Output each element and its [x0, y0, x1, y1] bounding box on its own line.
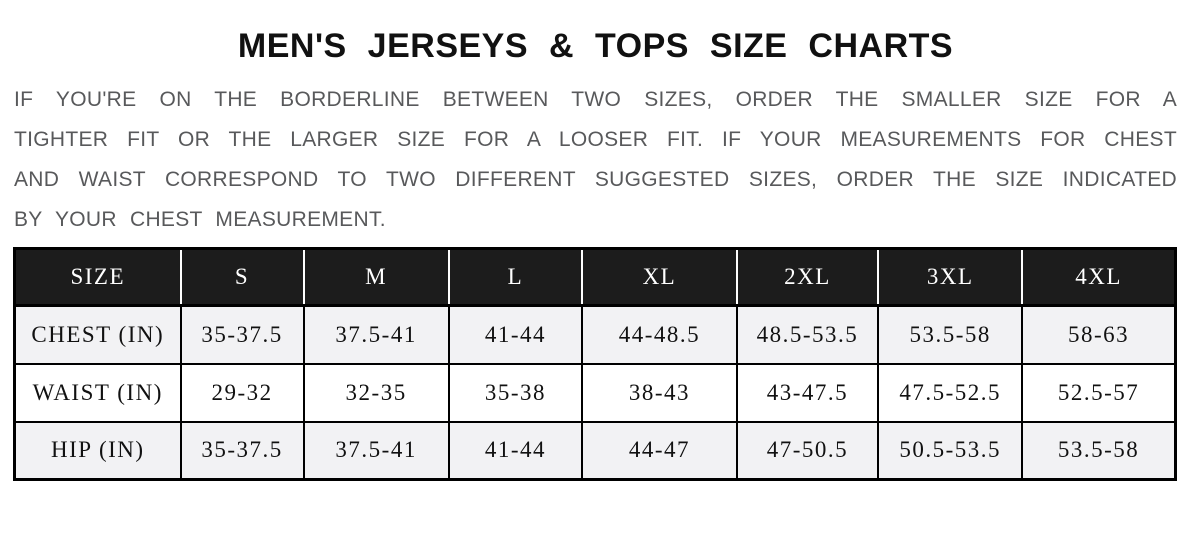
- table-row: [15, 364, 1176, 422]
- measurement-cell: 38-43: [582, 364, 736, 422]
- column-header: M: [304, 249, 449, 306]
- page-title: MEN'S JERSEYS & TOPS SIZE CHARTS: [237, 27, 954, 65]
- measurement-cell: 41-44: [449, 306, 583, 364]
- table-row: [15, 306, 1176, 364]
- intro-line: IF YOU'RE ON THE BORDERLINE BETWEEN TWO SIZES, ORDER THE SMALLER SIZE FOR A: [14, 88, 1177, 111]
- measurement-cell: 48.5-53.5: [737, 306, 879, 364]
- table-row: [15, 422, 1176, 480]
- measurement-cell: 50.5-53.5: [878, 422, 1022, 480]
- intro-paragraph: [14, 80, 1177, 240]
- column-header: S: [181, 249, 304, 306]
- size-chart-header: [15, 249, 1176, 306]
- column-header: L: [449, 249, 583, 306]
- measurement-cell: 53.5-58: [1022, 422, 1175, 480]
- measurement-cell: 47.5-52.5: [878, 364, 1022, 422]
- row-label: WAIST (IN): [15, 364, 181, 422]
- measurement-cell: 52.5-57: [1022, 364, 1175, 422]
- header-row: [15, 249, 1176, 306]
- measurement-cell: 58-63: [1022, 306, 1175, 364]
- measurement-cell: 44-47: [582, 422, 736, 480]
- measurement-cell: 41-44: [449, 422, 583, 480]
- intro-line: BY YOUR CHEST MEASUREMENT.: [14, 208, 386, 231]
- intro-line: TIGHTER FIT OR THE LARGER SIZE FOR A LOOSER FIT. IF YOUR MEASUREMENTS FOR CHEST: [14, 128, 1177, 151]
- measurement-cell: 43-47.5: [737, 364, 879, 422]
- row-label: CHEST (IN): [15, 306, 181, 364]
- measurement-cell: 53.5-58: [878, 306, 1022, 364]
- measurement-cell: 35-37.5: [181, 422, 304, 480]
- intro-line: AND WAIST CORRESPOND TO TWO DIFFERENT SUGGESTED SIZES, ORDER THE SIZE INDICATED: [14, 168, 1177, 191]
- column-header-size: SIZE: [15, 249, 181, 306]
- measurement-cell: 37.5-41: [304, 306, 449, 364]
- measurement-cell: 35-37.5: [181, 306, 304, 364]
- column-header: 2XL: [737, 249, 879, 306]
- measurement-cell: 44-48.5: [582, 306, 736, 364]
- measurement-cell: 37.5-41: [304, 422, 449, 480]
- size-chart-body: [15, 306, 1176, 480]
- column-header: 3XL: [878, 249, 1022, 306]
- row-label: HIP (IN): [15, 422, 181, 480]
- measurement-cell: 35-38: [449, 364, 583, 422]
- measurement-cell: 32-35: [304, 364, 449, 422]
- measurement-cell: 47-50.5: [737, 422, 879, 480]
- measurement-cell: 29-32: [181, 364, 304, 422]
- column-header: 4XL: [1022, 249, 1175, 306]
- size-chart-table: [13, 247, 1177, 481]
- column-header: XL: [582, 249, 736, 306]
